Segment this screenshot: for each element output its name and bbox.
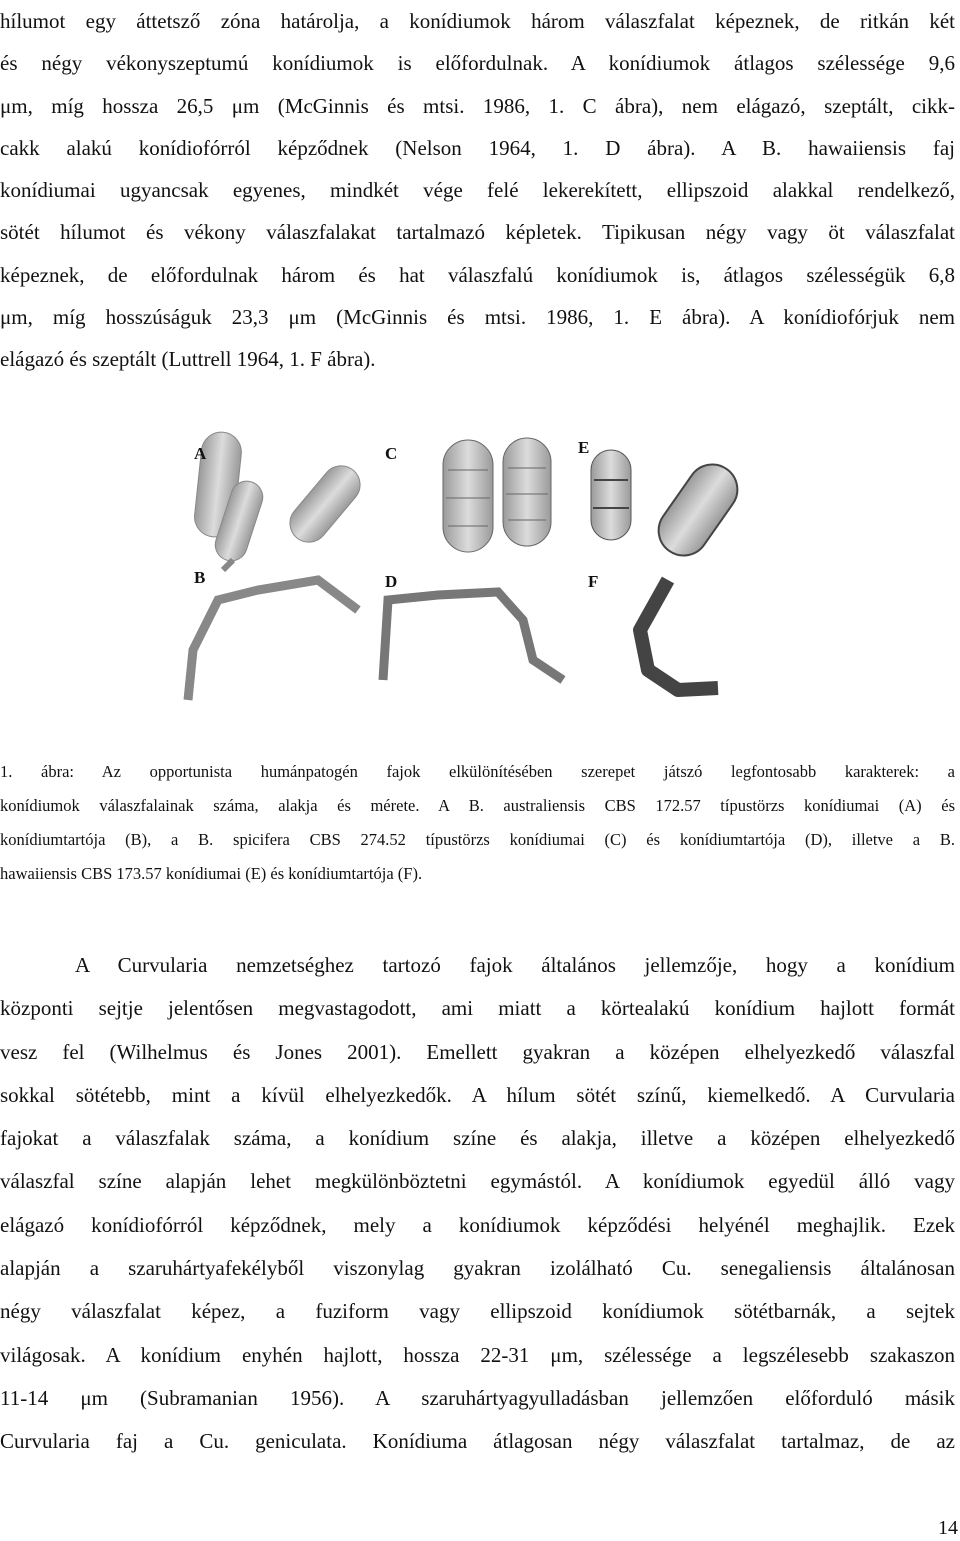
panel-label-b: B [194, 568, 206, 587]
micrograph-illustration [178, 420, 778, 710]
panel-label-d: D [385, 572, 398, 591]
panel-label-e: E [578, 438, 590, 457]
text-line: elágazó és szeptált (Luttrell 1964, 1. F ábra). [0, 347, 376, 372]
panel-label-f: F [588, 572, 599, 591]
text-line: A Curvularia nemzetséghez tartozó fajok általános jellemzője, hogy a konídium [75, 953, 955, 977]
text-line: válaszfal színe alapján lehet megkülönböztetni egymástól. A konídiumok egyedül álló vagy [0, 1169, 955, 1194]
caption-line: konídiumok válaszfalainak száma, alakja és mérete. A B. australiensis CBS 172.57 típustörzs konídiumai (A) és [0, 796, 955, 815]
panel-e-conidia [591, 450, 747, 565]
text-line: képeznek, de előfordulnak három és hat válaszfalú konídiumok is, átlagos szélességük 6,8 [0, 262, 955, 287]
text-line: 11-14 μm (Subramanian 1956). A szaruhártyagyulladásban jellemzően előforduló másik [0, 1385, 955, 1410]
caption-line: 1. ábra: Az opportunista humánpatogén fajok elkülönítésében szerepet játszó legfontosabb karakterek: a [0, 762, 955, 781]
text-line: világosak. A konídium enyhén hajlott, hossza 22-31 μm, szélessége a legszélesebb szakaszon [0, 1342, 955, 1367]
text-line: μm, míg hosszúságuk 23,3 μm (McGinnis és mtsi. 1986, 1. E ábra). A konídiofórjuk nem [0, 305, 955, 330]
panel-f-conidiophore [640, 580, 718, 690]
text-line: alapján a szaruhártyafekélyből viszonylag gyakran izolálható Cu. senegaliensis általánosan [0, 1256, 955, 1281]
caption-line: konídiumtartója (B), a B. spicifera CBS 274.52 típustörzs konídiumai (C) és konídiumtartója (D), illetve a B. [0, 830, 955, 849]
text-line: cakk alakú konídiofórról képződnek (Nelson 1964, 1. D ábra). A B. hawaiiensis faj [0, 135, 955, 160]
panel-label-c: C [385, 444, 398, 463]
text-line: és négy vékonyszeptumú konídiumok is előfordulnak. A konídiumok átlagos szélessége 9,6 [0, 51, 955, 76]
text-line: fajokat a válaszfalak száma, a konídium színe és alakja, illetve a középen elhelyezkedő [0, 1126, 955, 1151]
text-line: konídiumai ugyancsak egyenes, mindkét vége felé lekerekített, ellipszoid alakkal rendelkező, [0, 178, 955, 203]
panel-a-conidia [193, 430, 368, 565]
panel-b-conidiophore [188, 560, 358, 700]
text-line: μm, míg hossza 26,5 μm (McGinnis és mtsi. 1986, 1. C ábra), nem elágazó, szeptált, cikk- [0, 93, 955, 118]
body-paragraph-2 [0, 944, 955, 1464]
micrograph-figure [178, 420, 778, 710]
text-line: sötét hílumot és vékony válaszfalakat tartalmazó képletek. Tipikusan négy vagy öt válaszfalat [0, 220, 955, 245]
figure-caption [0, 755, 955, 891]
panel-label-a: A [194, 444, 207, 463]
text-line: központi sejtje jelentősen megvastagodott, ami miatt a körtealakú konídium hajlott formát [0, 996, 955, 1021]
text-line: hílumot egy áttetsző zóna határolja, a konídiumok három válaszfalat képeznek, de ritkán két [0, 9, 955, 33]
text-line: sokkal sötétebb, mint a kívül elhelyezkedők. A hílum sötét színű, kiemelkedő. A Curvularia [0, 1082, 955, 1107]
panel-c-conidia [443, 438, 551, 552]
caption-line: hawaiiensis CBS 173.57 konídiumai (E) és konídiumtartója (F). [0, 864, 423, 883]
page-number: 14 [938, 1517, 958, 1539]
text-line: vesz fel (Wilhelmus és Jones 2001). Emellett gyakran a középen elhelyezkedő válaszfal [0, 1039, 955, 1064]
text-line: elágazó konídiofórról képződnek, mely a konídiumok képződési helyénél meghajlik. Ezek [0, 1212, 955, 1237]
body-paragraph-1 [0, 0, 955, 381]
text-line: Curvularia faj a Cu. geniculata. Konídiuma átlagosan négy válaszfalat tartalmaz, de az [0, 1429, 955, 1454]
text-line: négy válaszfalat képez, a fuziform vagy ellipszoid konídiumok sötétbarnák, a sejtek [0, 1299, 955, 1324]
panel-d-conidiophore [383, 592, 563, 680]
